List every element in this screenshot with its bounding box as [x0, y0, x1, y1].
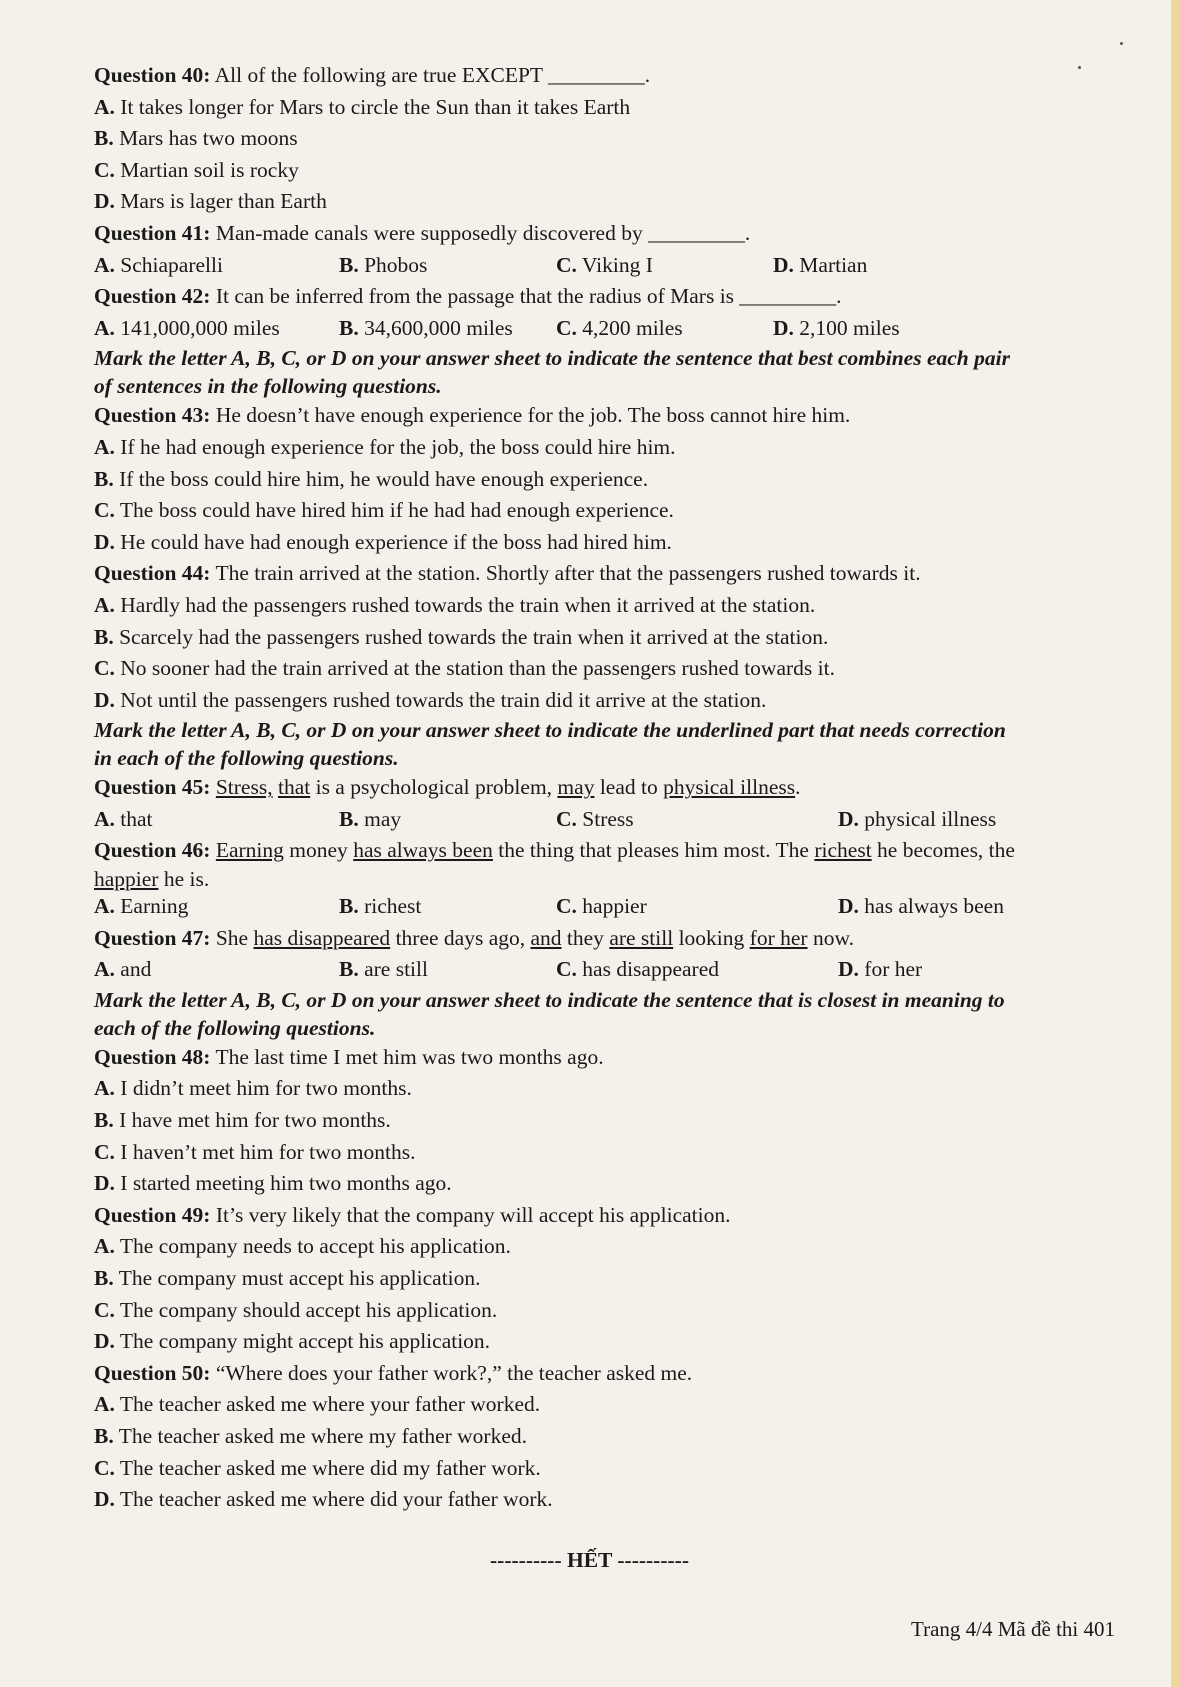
option-c: C. Martian soil is rocky	[94, 157, 299, 182]
option-a: A. The teacher asked me where your father worked.	[94, 1392, 541, 1417]
question-text: “Where does your father work?,” the teacher asked me.	[210, 1360, 693, 1385]
question-44	[94, 558, 1134, 590]
speck	[1120, 42, 1123, 45]
underlined-part: Stress,	[215, 775, 273, 800]
option-a: A. that	[94, 806, 153, 831]
option-d: D. Not until the passengers rushed towards the train did it arrive at the station.	[94, 687, 767, 712]
options-row	[94, 891, 1134, 923]
option-b: B. Phobos	[339, 252, 428, 277]
options-row	[94, 804, 1134, 836]
option-a: A. 141,000,000 miles	[94, 315, 280, 340]
option-c: C. happier	[556, 894, 647, 919]
question-label: Question 47:	[94, 925, 211, 950]
option-d: D. has always been	[838, 894, 1004, 919]
option-c: C. The teacher asked me where did my father work.	[94, 1455, 541, 1480]
question-label: Question 44:	[94, 561, 211, 586]
question-49	[94, 1200, 1134, 1232]
question-text: It can be inferred from the passage that the radius of Mars is _________.	[210, 284, 842, 309]
option-d: D. The teacher asked me where did your father work.	[94, 1487, 553, 1512]
option-c: C. No sooner had the train arrived at the station than the passengers rushed towards it.	[94, 656, 835, 681]
option-b: B. 34,600,000 miles	[339, 315, 513, 340]
option-a: A. I didn’t meet him for two months.	[94, 1076, 412, 1101]
question-label: Question 40:	[94, 63, 211, 87]
option-d: D. physical illness	[838, 806, 997, 831]
question-46: Question 46: Earning money has always been the thing that pleases him most. The richest he becomes, the	[94, 838, 1015, 863]
instruction-heading: Mark the letter A, B, C, or D on your answer sheet to indicate the underlined part that needs correction	[94, 718, 1006, 743]
option-a: A. Earning	[94, 894, 189, 919]
page-edge-stain	[1171, 0, 1179, 1687]
option-b: B. The company must accept his application.	[94, 1266, 481, 1290]
underlined-part: for her	[749, 925, 808, 950]
option-c: C. has disappeared	[556, 957, 719, 982]
option-c: C. Stress	[556, 806, 634, 831]
question-50	[94, 1358, 1134, 1390]
question-label: Question 41:	[94, 220, 211, 245]
underlined-part: that	[277, 775, 311, 800]
question-43	[94, 400, 1134, 432]
question-42	[94, 281, 1134, 313]
underlined-part: Earning	[215, 838, 284, 863]
question-41	[94, 218, 1134, 250]
underlined-part: richest	[814, 838, 872, 863]
option-a: A. If he had enough experience for the job, the boss could hire him.	[94, 434, 676, 459]
option-d: D. He could have had enough experience if the boss had hired him.	[94, 529, 672, 554]
instruction-heading-cont: of sentences in the following questions.	[94, 374, 442, 399]
question-text: It’s very likely that the company will accept his application.	[210, 1202, 731, 1227]
option-b: B. I have met him for two months.	[94, 1108, 391, 1133]
underlined-part: may	[557, 775, 595, 800]
option-d: D. Mars is lager than Earth	[94, 189, 327, 214]
option-b: B. The teacher asked me where my father worked.	[94, 1423, 528, 1448]
option-b: B. richest	[339, 894, 422, 919]
exam-content	[94, 60, 1134, 1516]
question-label: Question 48:	[94, 1044, 211, 1069]
question-47: Question 47: She has disappeared three days ago, and they are still looking for her now.	[94, 925, 854, 950]
question-46-cont: happier he is.	[94, 867, 210, 892]
option-c: C. 4,200 miles	[556, 315, 683, 340]
question-48	[94, 1042, 1134, 1074]
question-text: All of the following are true EXCEPT _________.	[210, 63, 651, 87]
question-label: Question 43:	[94, 403, 211, 428]
option-c: C. Viking I	[556, 252, 653, 277]
underlined-part: are still	[609, 925, 674, 950]
underlined-part: physical illness	[663, 775, 796, 800]
option-c: C. The boss could have hired him if he had had enough experience.	[94, 498, 674, 523]
question-label: Question 49:	[94, 1202, 211, 1227]
option-c: C. The company should accept his application.	[94, 1297, 498, 1322]
question-label: Question 50:	[94, 1360, 211, 1385]
options-row	[94, 954, 1134, 986]
option-a: A. and	[94, 957, 152, 982]
options-row	[94, 250, 1134, 282]
question-text: The last time I met him was two months ago.	[210, 1044, 604, 1069]
instruction-heading: Mark the letter A, B, C, or D on your answer sheet to indicate the sentence that best combines each pair	[94, 346, 1010, 371]
option-d: D. The company might accept his application.	[94, 1329, 491, 1354]
option-b: B. are still	[339, 957, 428, 982]
option-b: B. may	[339, 806, 402, 831]
question-text: He doesn’t have enough experience for the job. The boss cannot hire him.	[210, 403, 851, 428]
option-b: B. Scarcely had the passengers rushed towards the train when it arrived at the station.	[94, 624, 829, 649]
question-text: Man-made canals were supposedly discovered by _________.	[210, 220, 751, 245]
underlined-part: has always been	[353, 838, 493, 863]
instruction-heading: Mark the letter A, B, C, or D on your answer sheet to indicate the sentence that is closest in meaning to	[94, 987, 1005, 1012]
option-d: D. 2,100 miles	[773, 315, 900, 340]
option-a: A. Schiaparelli	[94, 252, 223, 277]
option-d: D. Martian	[773, 252, 868, 277]
end-marker: ---------- HẾT ----------	[490, 1548, 689, 1572]
underlined-part: happier	[94, 867, 159, 892]
option-b: B. Mars has two moons	[94, 126, 298, 151]
question-40	[94, 60, 1134, 92]
question-label: Question 42:	[94, 284, 211, 309]
underlined-part: and	[530, 925, 562, 950]
instruction-heading-cont: in each of the following questions.	[94, 746, 399, 771]
instruction-heading-cont: each of the following questions.	[94, 1015, 376, 1040]
underlined-part: has disappeared	[253, 925, 391, 950]
question-text: The train arrived at the station. Shortly after that the passengers rushed towards it.	[210, 561, 921, 586]
question-label: Question 45:	[94, 775, 211, 800]
option-a: A. It takes longer for Mars to circle the Sun than it takes Earth	[94, 94, 631, 119]
option-c: C. I haven’t met him for two months.	[94, 1139, 416, 1164]
question-label: Question 46:	[94, 838, 211, 863]
option-a: A. Hardly had the passengers rushed towards the train when it arrived at the station.	[94, 592, 816, 617]
page-footer: Trang 4/4 Mã đề thi 401	[911, 1617, 1115, 1641]
question-45: Question 45: Stress, that is a psychological problem, may lead to physical illness.	[94, 775, 801, 800]
option-d: D. for her	[838, 957, 923, 982]
option-a: A. The company needs to accept his application.	[94, 1234, 511, 1259]
option-d: D. I started meeting him two months ago.	[94, 1171, 452, 1196]
option-b: B. If the boss could hire him, he would have enough experience.	[94, 466, 649, 491]
options-row	[94, 313, 1134, 345]
